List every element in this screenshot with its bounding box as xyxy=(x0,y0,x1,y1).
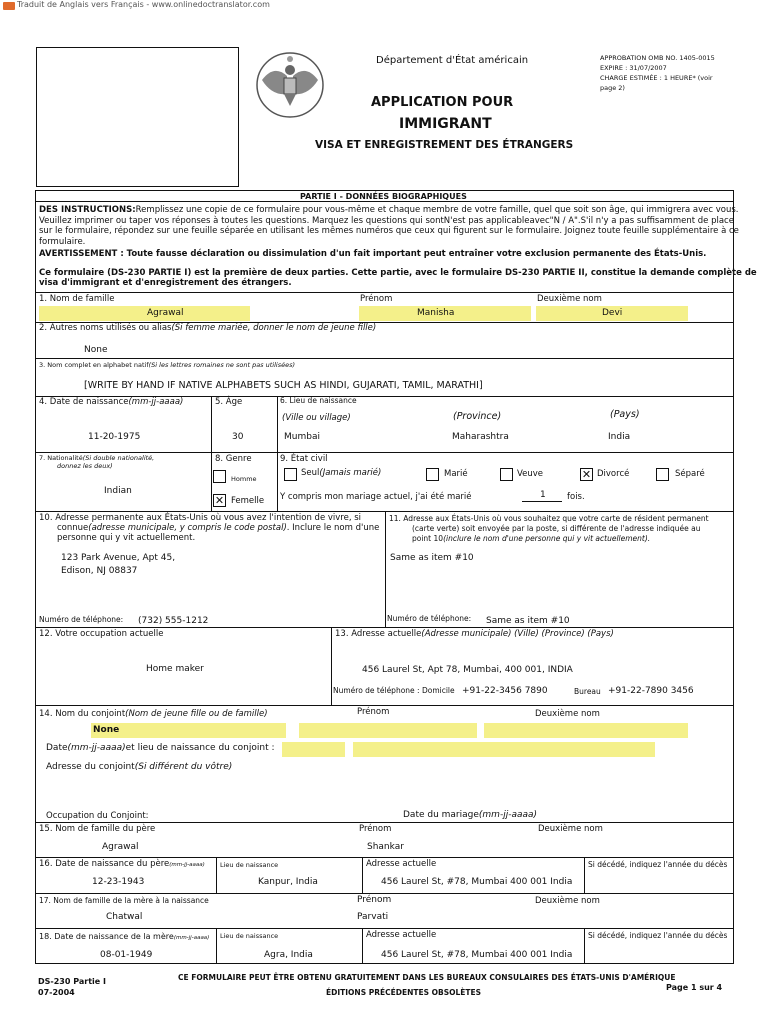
nationality-value[interactable]: Indian xyxy=(104,486,132,496)
marriage-count-suffix: fois. xyxy=(567,492,585,502)
father-first-value[interactable]: Shankar xyxy=(367,842,404,852)
omb-line3: CHARGE ESTIMÉE : 1 HEURE* (voir xyxy=(600,74,713,82)
omb-line4: page 2) xyxy=(600,84,625,92)
page-number: Page 1 sur 4 xyxy=(666,983,723,992)
home-phone-value[interactable]: +91-22-3456 7890 xyxy=(462,686,548,696)
mother-birthplace-value[interactable]: Agra, India xyxy=(264,950,313,960)
mother-address-label: Adresse actuelle xyxy=(366,930,437,940)
us-phone-label: Numéro de téléphone: xyxy=(39,615,124,624)
dob-label: 4. Date de naissance(mm-jj-aaaa) xyxy=(39,397,184,407)
title-line2: IMMIGRANT xyxy=(399,116,492,132)
us-address-label-1: 10. Adresse permanente aux États-Unis où vous avez l'intention de vivre, si xyxy=(39,513,362,523)
us-address-label-2: connue(adresse municipale, y compris le code postal). Inclure le nom d'une xyxy=(57,523,380,533)
spouse-dob-label: Date(mm-jj-aaaa)et lieu de naissance du conjoint : xyxy=(46,743,275,753)
spouse-first-field[interactable] xyxy=(299,723,477,738)
banner-text: Traduit de Anglais vers Français - www.onlinedoctranslator.com xyxy=(17,0,270,9)
other-names-value[interactable]: None xyxy=(84,345,108,355)
subtitle: VISA ET ENREGISTREMENT DES ÉTRANGERS xyxy=(315,139,574,151)
birthplace-city[interactable]: Mumbai xyxy=(284,432,320,442)
nationality-label: 7. Nationalité(Si double nationalité, xyxy=(39,454,155,462)
last-name-field[interactable]: Agrawal xyxy=(39,306,250,321)
first-name-label: Prénom xyxy=(360,294,393,304)
us-seal-icon xyxy=(254,50,326,120)
omb-line2: EXPIRE : 31/07/2007 xyxy=(600,64,667,72)
footer-notice-2: ÉDITIONS PRÉCÉDENTES OBSOLÈTES xyxy=(326,988,482,997)
department-name: Département d'État américain xyxy=(376,55,529,66)
first-name-field[interactable]: Manisha xyxy=(359,306,531,321)
us-address-line1[interactable]: 123 Park Avenue, Apt 45, xyxy=(61,553,176,563)
marriage-date-label: Date du mariage(mm-jj-aaaa) xyxy=(403,810,538,820)
footer-notice-1: CE FORMULAIRE PEUT ÊTRE OBTENU GRATUITEMENT DANS LES BUREAUX CONSULAIRES DES ÉTATS-UNIS D'AMÉRIQUE xyxy=(178,973,676,982)
us-address-label-3: personne qui y vit actuellement. xyxy=(57,533,196,543)
occupation-value[interactable]: Home maker xyxy=(146,664,204,674)
father-first-label: Prénom xyxy=(359,824,392,834)
middle-name-label: Deuxième nom xyxy=(537,294,602,304)
green-card-address-value[interactable]: Same as item #10 xyxy=(390,553,474,563)
separated-label: Séparé xyxy=(675,469,705,479)
spouse-name-label: 14. Nom du conjoint(Nom de jeune fille ou de famille) xyxy=(39,709,268,719)
father-address-value[interactable]: 456 Laurel St, #78, Mumbai 400 001 India xyxy=(381,877,573,887)
father-address-label: Adresse actuelle xyxy=(366,859,437,869)
native-name-value[interactable]: [WRITE BY HAND IF NATIVE ALPHABETS SUCH AS HINDI, GUJARATI, TAMIL, MARATHI] xyxy=(84,380,483,391)
mother-last-value[interactable]: Chatwal xyxy=(106,912,143,922)
father-last-label: 15. Nom de famille du père xyxy=(39,824,156,834)
father-dob-value[interactable]: 12-23-1943 xyxy=(92,877,145,887)
divorced-label: Divorcé xyxy=(597,469,630,479)
married-checkbox[interactable] xyxy=(426,468,439,481)
single-label: Seul(Jamais marié) xyxy=(301,468,382,478)
birthplace-city-hint: (Ville ou village) xyxy=(282,413,351,423)
male-checkbox[interactable] xyxy=(213,470,226,483)
divorced-checkbox[interactable]: ✕ xyxy=(581,468,592,481)
birthplace-country[interactable]: India xyxy=(608,432,631,442)
spouse-dob-field[interactable] xyxy=(282,742,345,757)
other-names-label: 2. Autres noms utilisés ou alias(Si femme mariée, donner le nom de jeune fille) xyxy=(39,323,377,333)
birthplace-country-hint: (Pays) xyxy=(610,409,640,420)
age-label: 5. Âge xyxy=(215,397,243,407)
photo-box xyxy=(36,47,239,187)
nationality-hint: donnez les deux) xyxy=(57,462,113,470)
current-address-value[interactable]: 456 Laurel St, Apt 78, Mumbai, 400 001, INDIA xyxy=(362,665,573,675)
green-card-phone-label: Numéro de téléphone: xyxy=(387,614,472,623)
mother-dob-label: 18. Date de naissance de la mère(mm-jj-aaaa) xyxy=(39,932,210,941)
birthplace-province-hint: (Province) xyxy=(453,411,502,422)
occupation-label: 12. Votre occupation actuelle xyxy=(39,629,164,639)
office-phone-label: Bureau xyxy=(574,687,601,696)
married-label: Marié xyxy=(444,469,468,479)
female-label: Femelle xyxy=(231,496,265,506)
green-card-address-label-3: point 10(inclure le nom d'une personne qui y vit actuellement). xyxy=(412,534,651,543)
mother-deceased-label: Si décédé, indiquez l'année du décès xyxy=(588,931,728,940)
mother-birthplace-label: Lieu de naissance xyxy=(220,932,279,940)
part-title: PARTIE I - DONNÉES BIOGRAPHIQUES xyxy=(300,192,467,201)
last-name-label: 1. Nom de famille xyxy=(39,294,115,304)
spouse-birthplace-field[interactable] xyxy=(353,742,655,757)
title-line1: APPLICATION POUR xyxy=(371,95,514,110)
mother-first-label: Prénom xyxy=(357,895,392,905)
single-checkbox[interactable] xyxy=(284,468,297,481)
green-card-address-label-2: (carte verte) soit envoyée par la poste, si différente de l'adresse indiquée au xyxy=(412,524,701,533)
birthplace-label: 6. Lieu de naissance xyxy=(280,396,357,405)
mother-middle-label: Deuxième nom xyxy=(535,896,600,906)
mother-address-value[interactable]: 456 Laurel St, #78, Mumbai 400 001 India xyxy=(381,950,573,960)
mother-last-label: 17. Nom de famille de la mère à la naissance xyxy=(39,896,209,905)
spouse-middle-label: Deuxième nom xyxy=(535,709,600,719)
native-name-label: 3. Nom complet en alphabet natif(Si les lettres romaines ne sont pas utilisées) xyxy=(39,361,296,369)
dob-value[interactable]: 11-20-1975 xyxy=(88,432,141,442)
current-address-label: 13. Adresse actuelle(Adresse municipale) (Ville) (Province) (Pays) xyxy=(335,629,614,639)
male-label: Homme xyxy=(231,475,257,483)
marriage-count-label: Y compris mon mariage actuel, j'ai été marié xyxy=(280,492,472,502)
office-phone-value[interactable]: +91-22-7890 3456 xyxy=(608,686,694,696)
us-phone-value[interactable]: (732) 555-1212 xyxy=(138,616,209,626)
spouse-middle-field[interactable] xyxy=(484,723,688,738)
us-address-line2[interactable]: Edison, NJ 08837 xyxy=(61,566,138,576)
father-deceased-label: Si décédé, indiquez l'année du décès xyxy=(588,860,728,869)
marital-status-label: 9. État civil xyxy=(280,454,328,464)
separated-checkbox[interactable] xyxy=(656,468,669,481)
form-id: DS-230 Partie I xyxy=(38,977,106,986)
father-birthplace-value[interactable]: Kanpur, India xyxy=(258,877,318,887)
green-card-address-label-1: 11. Adresse aux États-Unis où vous souhaitez que votre carte de résident permanent xyxy=(389,514,709,523)
female-checkbox[interactable]: ✕ xyxy=(214,494,225,507)
spouse-last-field[interactable]: None xyxy=(91,723,286,738)
gender-label: 8. Genre xyxy=(215,454,252,464)
form-date: 07-2004 xyxy=(38,988,75,997)
omb-line1: APPROBATION OMB NO. 1405-0015 xyxy=(600,54,715,62)
spouse-occupation-label: Occupation du Conjoint: xyxy=(46,811,149,821)
widowed-label: Veuve xyxy=(517,469,544,479)
age-value[interactable]: 30 xyxy=(232,432,244,442)
father-middle-label: Deuxième nom xyxy=(538,824,603,834)
father-dob-label: 16. Date de naissance du père(mm-jj-aaaa) xyxy=(39,859,205,869)
widowed-checkbox[interactable] xyxy=(500,468,513,481)
green-card-phone-value[interactable]: Same as item #10 xyxy=(486,616,570,626)
spouse-address-label: Adresse du conjoint(Si différent du vôtre) xyxy=(46,762,233,772)
spouse-first-label: Prénom xyxy=(357,707,390,717)
instructions: DES INSTRUCTIONS:Remplissez une copie de ce formulaire pour vous-même et chaque membre de votre famille, quel que soit son âge, qui immigrera avec vous. Veuillez imprimer ou taper vos réponses à toutes les questions. Marquez les questions qui sontN'est pas applicableavec"N / A".S'il n'y a pas suffisamment de place sur le formulaire, répondez sur une feuille séparée en utilisant les mêmes numéros que ceux qui figurent sur le formulaire. Joignez toute feuille supplémentaire à ce formulaire. AVERTISSEMENT : Toute fausse déclaration ou dissimulation d'un fait important peut entraîner votre exclusion permanente des États-Unis. Ce formulaire (DS-230 PARTIE I) est la première de deux parties. Cette partie, avec le formulaire DS-230 PARTIE II, constitue la demande complète de visa d'immigrant et d'enregistrement des étrangers. xyxy=(39,205,757,288)
home-phone-label: Numéro de téléphone : Domicile xyxy=(333,686,455,695)
marriage-count-value[interactable]: 1 xyxy=(540,490,546,500)
father-birthplace-label: Lieu de naissance xyxy=(220,861,279,869)
mother-first-value[interactable]: Parvati xyxy=(357,912,389,922)
middle-name-field[interactable]: Devi xyxy=(536,306,688,321)
birthplace-province[interactable]: Maharashtra xyxy=(452,432,509,442)
father-last-value[interactable]: Agrawal xyxy=(102,842,139,852)
translator-logo-icon xyxy=(3,2,15,10)
mother-dob-value[interactable]: 08-01-1949 xyxy=(100,950,153,960)
